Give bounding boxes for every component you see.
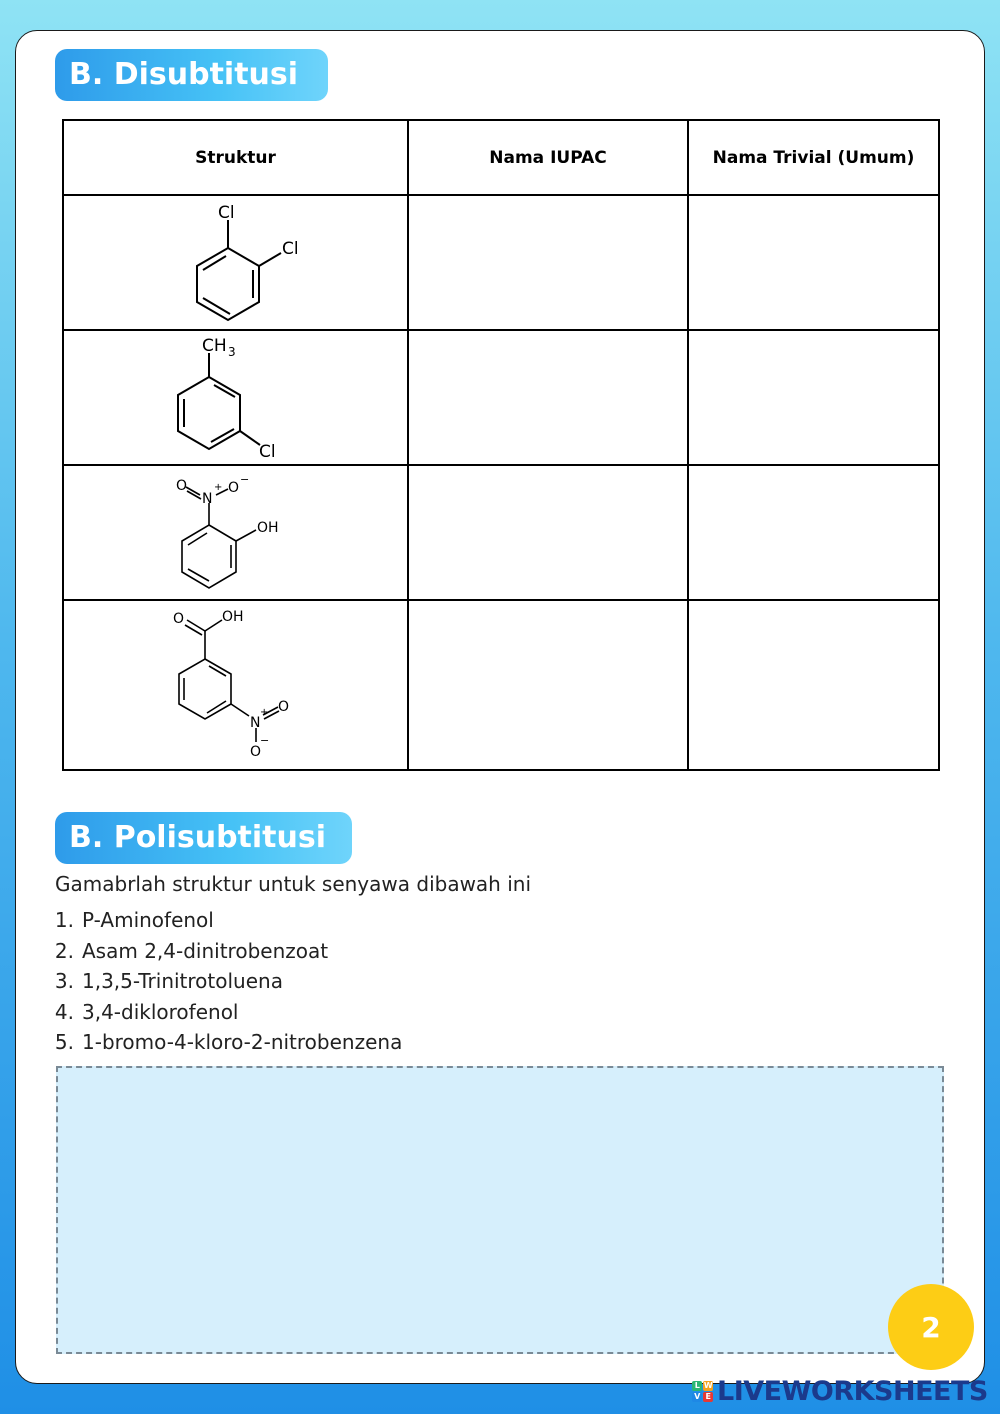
table-row [63,600,939,770]
chlorotoluene-structure [156,333,316,463]
svg-text:Cl: Cl [281,238,299,259]
svg-text:Cl: Cl [217,202,235,223]
svg-text:OH: OH [221,608,244,625]
table-row [63,465,939,600]
iupac-answer-cell[interactable] [408,465,688,600]
table-row [63,195,939,330]
list-item: 2. Asam 2,4-dinitrobenzoat [54,938,329,963]
structure-cell [63,465,408,600]
structure-cell [63,195,408,330]
svg-text:3: 3 [227,344,236,359]
svg-text:+: + [213,481,222,493]
table-row [63,330,939,465]
substitution-table [62,119,940,771]
structure-cell [63,330,408,465]
trivial-answer-cell[interactable] [688,195,939,330]
svg-text:N: N [201,490,212,507]
svg-text:O: O [172,610,184,627]
drawing-answer-box[interactable] [56,1066,944,1354]
svg-text:O: O [249,743,261,760]
liveworksheets-logo-icon: L W V E [692,1381,713,1402]
header-nama-iupac: Nama IUPAC [408,120,688,195]
svg-text:−: − [259,733,269,747]
brand-text: LIVEWORKSHEETS [717,1375,988,1407]
trivial-answer-cell[interactable] [688,465,939,600]
liveworksheets-brand [692,1374,988,1408]
structure-cell [63,600,408,770]
svg-text:O: O [227,479,239,496]
list-item: 1. P-Aminofenol [54,908,214,932]
svg-text:OH: OH [256,519,279,536]
trivial-answer-cell[interactable] [688,330,939,465]
page-number-badge: 2 [888,1284,974,1370]
iupac-answer-cell[interactable] [408,330,688,465]
nitrobenzoic-acid-structure [156,603,316,768]
svg-text:N: N [249,714,260,731]
svg-text:−: − [239,472,249,486]
list-item: 5. 1-bromo-4-kloro-2-nitrobenzena [54,1030,403,1054]
svg-text:O: O [277,698,289,715]
list-item: 3. 1,3,5-Trinitrotoluena [54,969,283,993]
header-struktur: Struktur [63,120,408,195]
list-item: 4. 3,4-diklorofenol [54,999,239,1024]
svg-text:Cl: Cl [258,441,276,462]
svg-text:O: O [175,477,187,494]
instruction-text: Gamabrlah struktur untuk senyawa dibawah ini [55,872,532,896]
compound-list [46,905,402,1058]
iupac-answer-cell[interactable] [408,195,688,330]
svg-text:CH: CH [201,335,227,356]
iupac-answer-cell[interactable] [408,600,688,770]
dichlorobenzene-structure [156,198,316,328]
nitrophenol-structure [156,468,316,598]
table-header-row [63,120,939,195]
header-nama-trivial: Nama Trivial (Umum) [688,120,939,195]
trivial-answer-cell[interactable] [688,600,939,770]
section-title-disubtitusi: B. Disubtitusi [55,49,328,101]
section-title-polisubtitusi: B. Polisubtitusi [55,812,352,864]
svg-text:+: + [259,706,268,718]
